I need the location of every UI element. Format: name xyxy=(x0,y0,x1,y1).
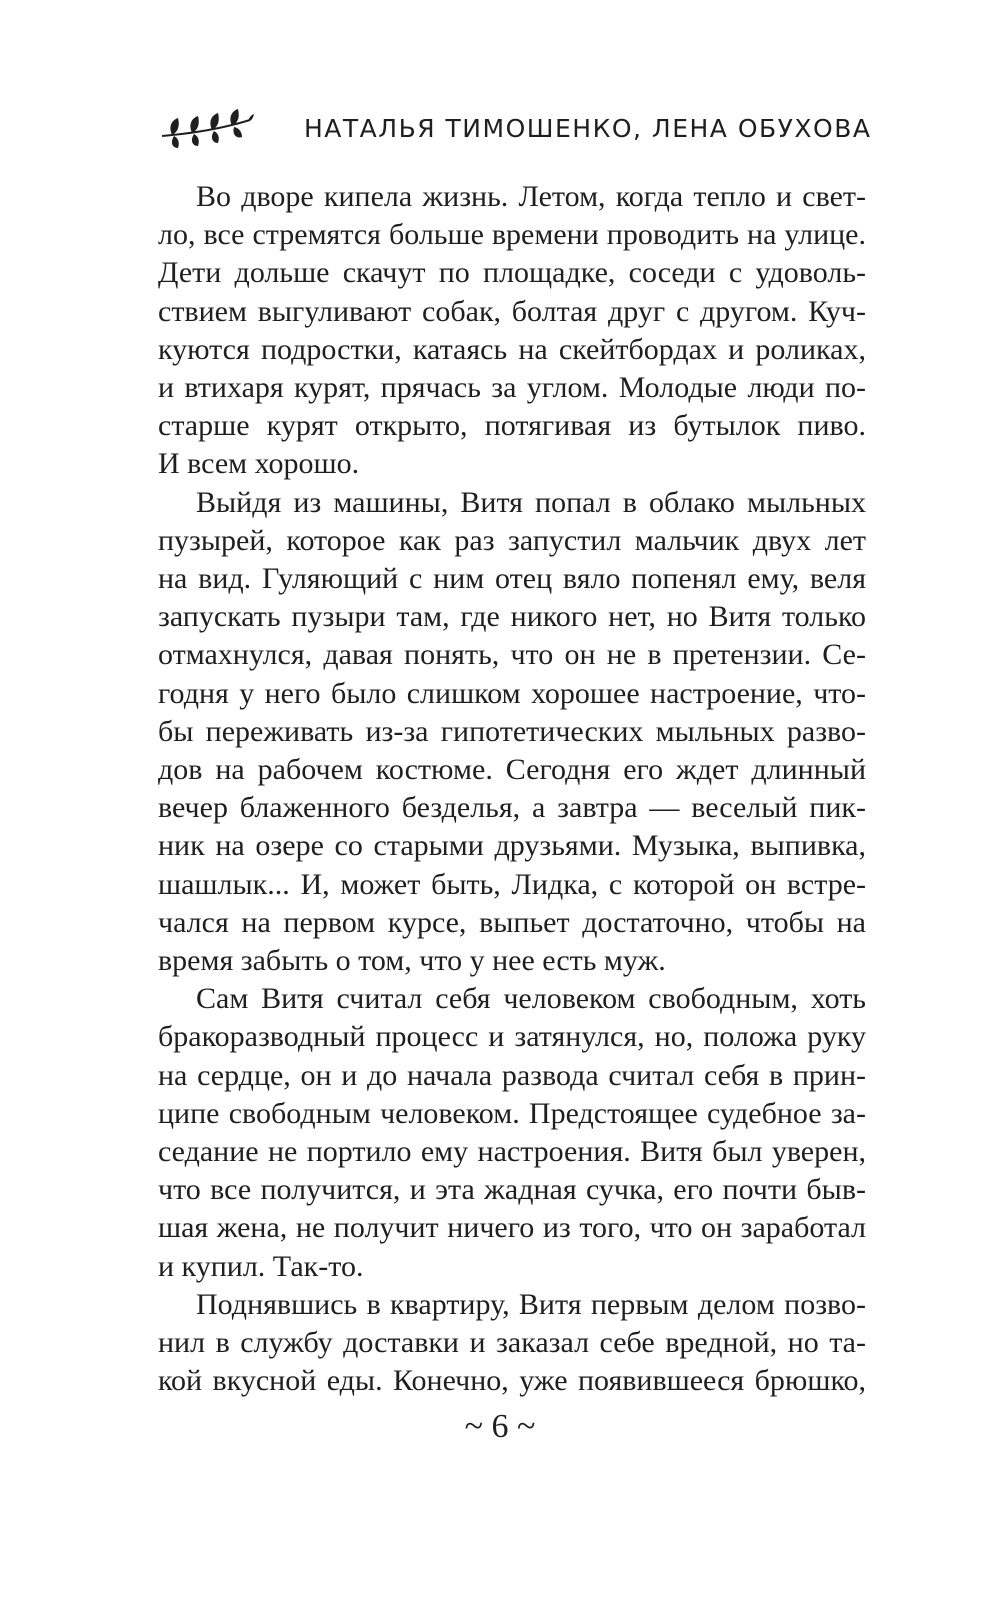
text-line: ло, все стремятся больше времени проводить на улице. xyxy=(158,218,866,252)
text-line: старше курят открыто, потягивая из бутылок пиво. xyxy=(158,409,866,443)
leaf-branch-icon xyxy=(158,106,254,150)
text-line: куются подростки, катаясь на скейтбордах и роликах, xyxy=(158,332,866,366)
paragraph xyxy=(158,1286,866,1401)
text-line: запускать пузыри там, где никого нет, но Витя только xyxy=(158,600,866,634)
paragraph xyxy=(158,980,866,1286)
text-line: бы переживать из-за гипотетических мыльных разво- xyxy=(158,714,866,748)
text-line: шая жена, не получит ничего из того, что он заработал xyxy=(158,1211,866,1245)
text-line: дов на рабочем костюме. Сегодня его ждет длинный xyxy=(158,753,866,787)
text-line: шашлык... И, может быть, Лидка, с которой он встре- xyxy=(158,867,866,901)
text-line: годня у него было слишком хорошее настроение, что- xyxy=(158,676,866,710)
text-line: что все получится, и эта жадная сучка, его почти быв- xyxy=(158,1173,866,1207)
text-line: ник на озере со старыми друзьями. Музыка, выпивка, xyxy=(158,829,866,863)
running-head: НАТАЛЬЯ ТИМОШЕНКО, ЛЕНА ОБУХОВА xyxy=(304,113,872,143)
text-line: вечер блаженного безделья, а завтра — веселый пик- xyxy=(158,791,866,825)
text-line: на сердце, он и до начала развода считал себя в прин- xyxy=(158,1058,866,1092)
text-line: отмахнулся, давая понять, что он не в претензии. Се- xyxy=(158,638,866,672)
text-line: Выйдя из машины, Витя попал в облако мыльных xyxy=(196,485,866,519)
text-line: и втихаря курят, прячась за углом. Молодые люди по- xyxy=(158,371,866,405)
text-line: время забыть о том, что у нее есть муж. xyxy=(158,944,666,978)
text-line: кой вкусной еды. Конечно, уже появившееся брюшко, xyxy=(158,1364,866,1398)
text-line: на вид. Гуляющий с ним отец вяло попенял ему, веля xyxy=(158,562,866,596)
text-line: пузырей, которое как раз запустил мальчик двух лет xyxy=(158,523,866,557)
text-line: седание не портило ему настроения. Витя был уверен, xyxy=(158,1135,866,1169)
page-header xyxy=(158,100,871,156)
text-line: Дети дольше скачут по площадке, соседи с удоволь- xyxy=(158,256,866,290)
text-line: и купил. Так-то. xyxy=(158,1249,364,1283)
text-line: чался на первом курсе, выпьет достаточно, чтобы на xyxy=(158,905,866,939)
page-number: ~ 6 ~ xyxy=(464,1408,536,1445)
text-line: Поднявшись в квартиру, Витя первым делом позво- xyxy=(196,1287,866,1321)
text-line: И всем хорошо. xyxy=(158,447,360,481)
text-line: бракоразводный процесс и затянулся, но, положа руку xyxy=(158,1020,866,1054)
text-line: Сам Витя считал себя человеком свободным, хоть xyxy=(196,982,866,1016)
text-line: Во дворе кипела жизнь. Летом, когда тепло и свет- xyxy=(196,180,866,213)
text-line: ципе свободным человеком. Предстоящее судебное за- xyxy=(158,1096,866,1130)
text-line: нил в службу доставки и заказал себе вредной, но та- xyxy=(158,1326,866,1360)
paragraph xyxy=(158,178,866,484)
text-line: ствием выгуливают собак, болтая друг с другом. Куч- xyxy=(158,294,866,328)
paragraph xyxy=(158,484,866,981)
body-text xyxy=(158,178,866,1401)
